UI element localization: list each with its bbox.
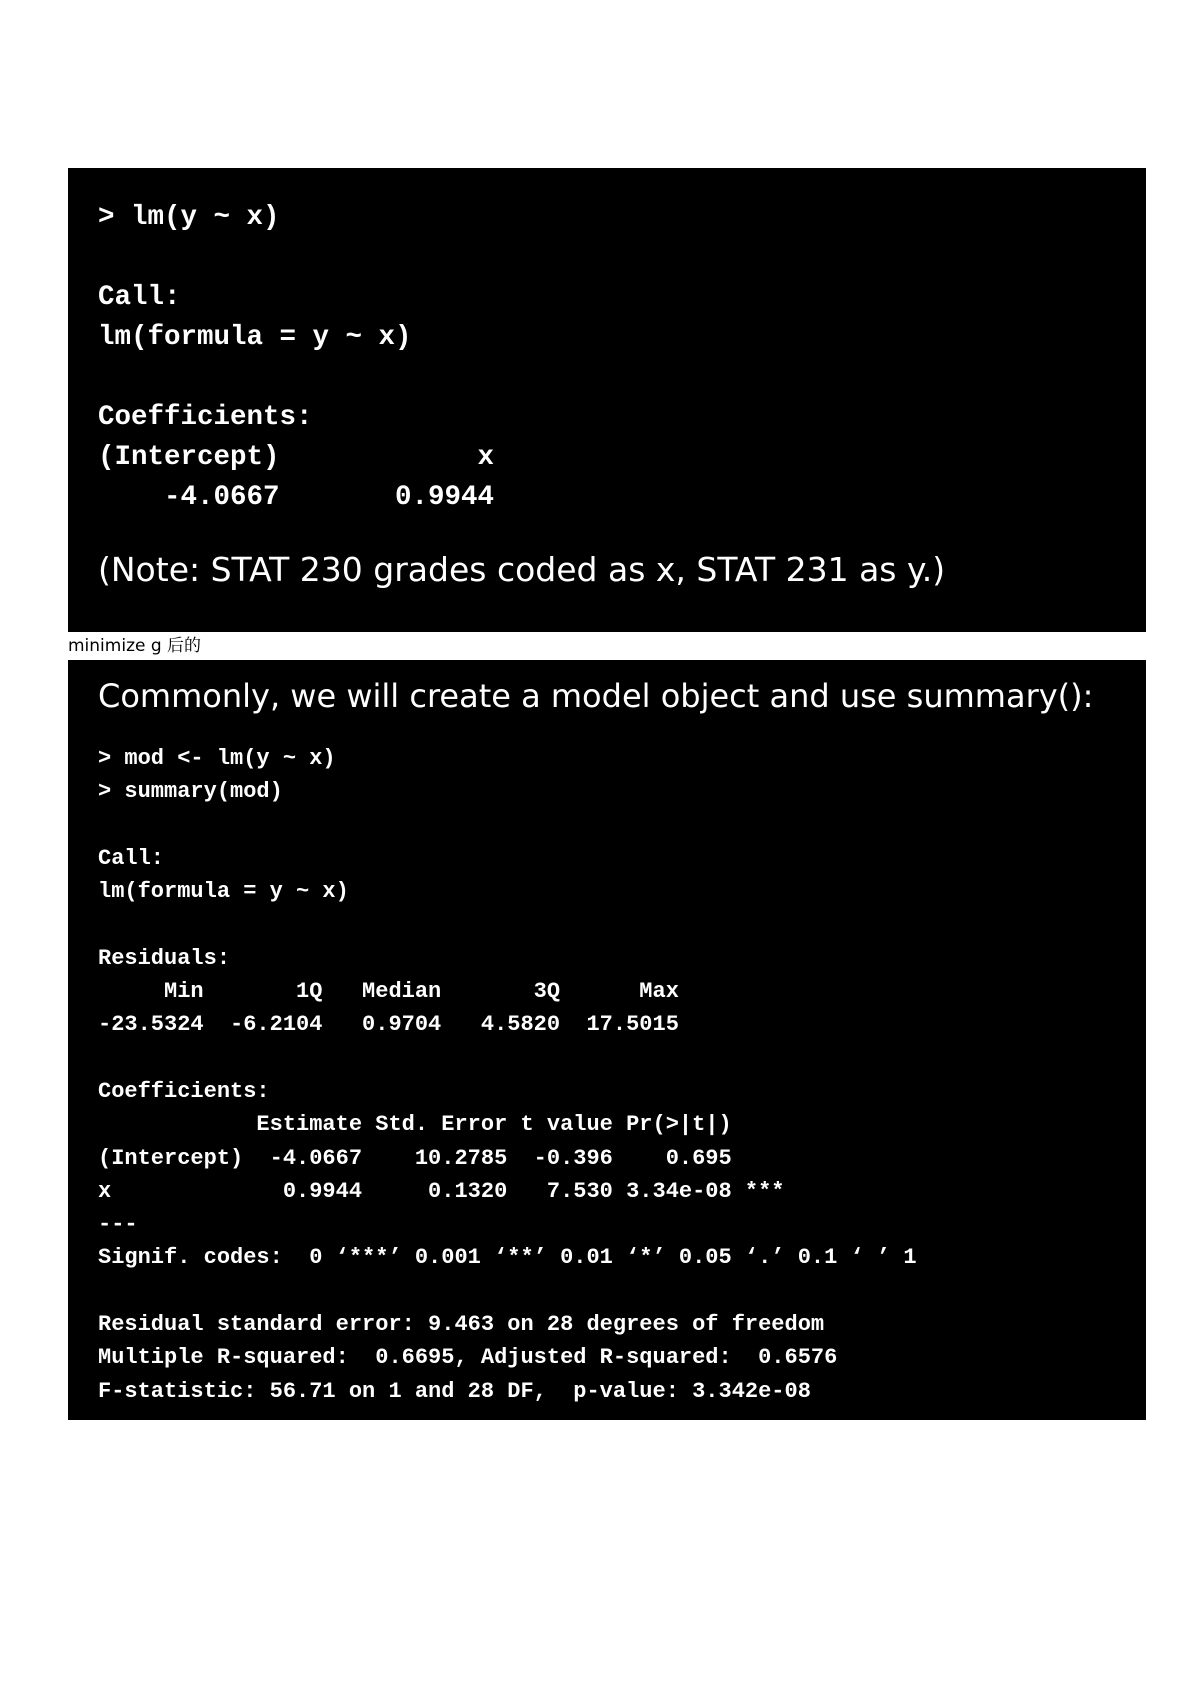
grades-note: (Note: STAT 230 grades coded as x, STAT 231 as y.) — [98, 550, 946, 589]
slide-summary-output — [68, 660, 1146, 1420]
summary-console-output: > mod <- lm(y ~ x) > summary(mod) Call: lm(formula = y ~ x) Residuals: Min 1Q Median 3Q Max -23.5324 -6.2104 0.9704 4.5820 17.5015 Coefficients: Estimate Std. Error t value Pr(>|t|) (Intercept) -4.0667 10.2785 -0.396 0.695 x 0.9944 0.1320 7.530 3.34e-08 *** --- Signif. codes: 0 ‘***’ 0.001 ‘**’ 0.01 ‘*’ 0.05 ‘.’ 0.1 ‘ ’ 1 Residual standard error: 9.463 on 28 degrees of freedom Multiple R-squared: 0.6695, Adjusted R-squared: 0.6576 F-statistic: 56.71 on 1 and 28 DF, p-value: 3.342e-08 — [98, 746, 917, 1404]
slide-lm-output — [68, 168, 1146, 632]
caption-text: minimize g 后的 — [68, 636, 202, 656]
lm-console-output: > lm(y ~ x) Call: lm(formula = y ~ x) Coefficients: (Intercept) x -4.0667 0.9944 — [98, 202, 495, 513]
summary-intro-text: Commonly, we will create a model object and use summary(): — [98, 677, 1094, 715]
